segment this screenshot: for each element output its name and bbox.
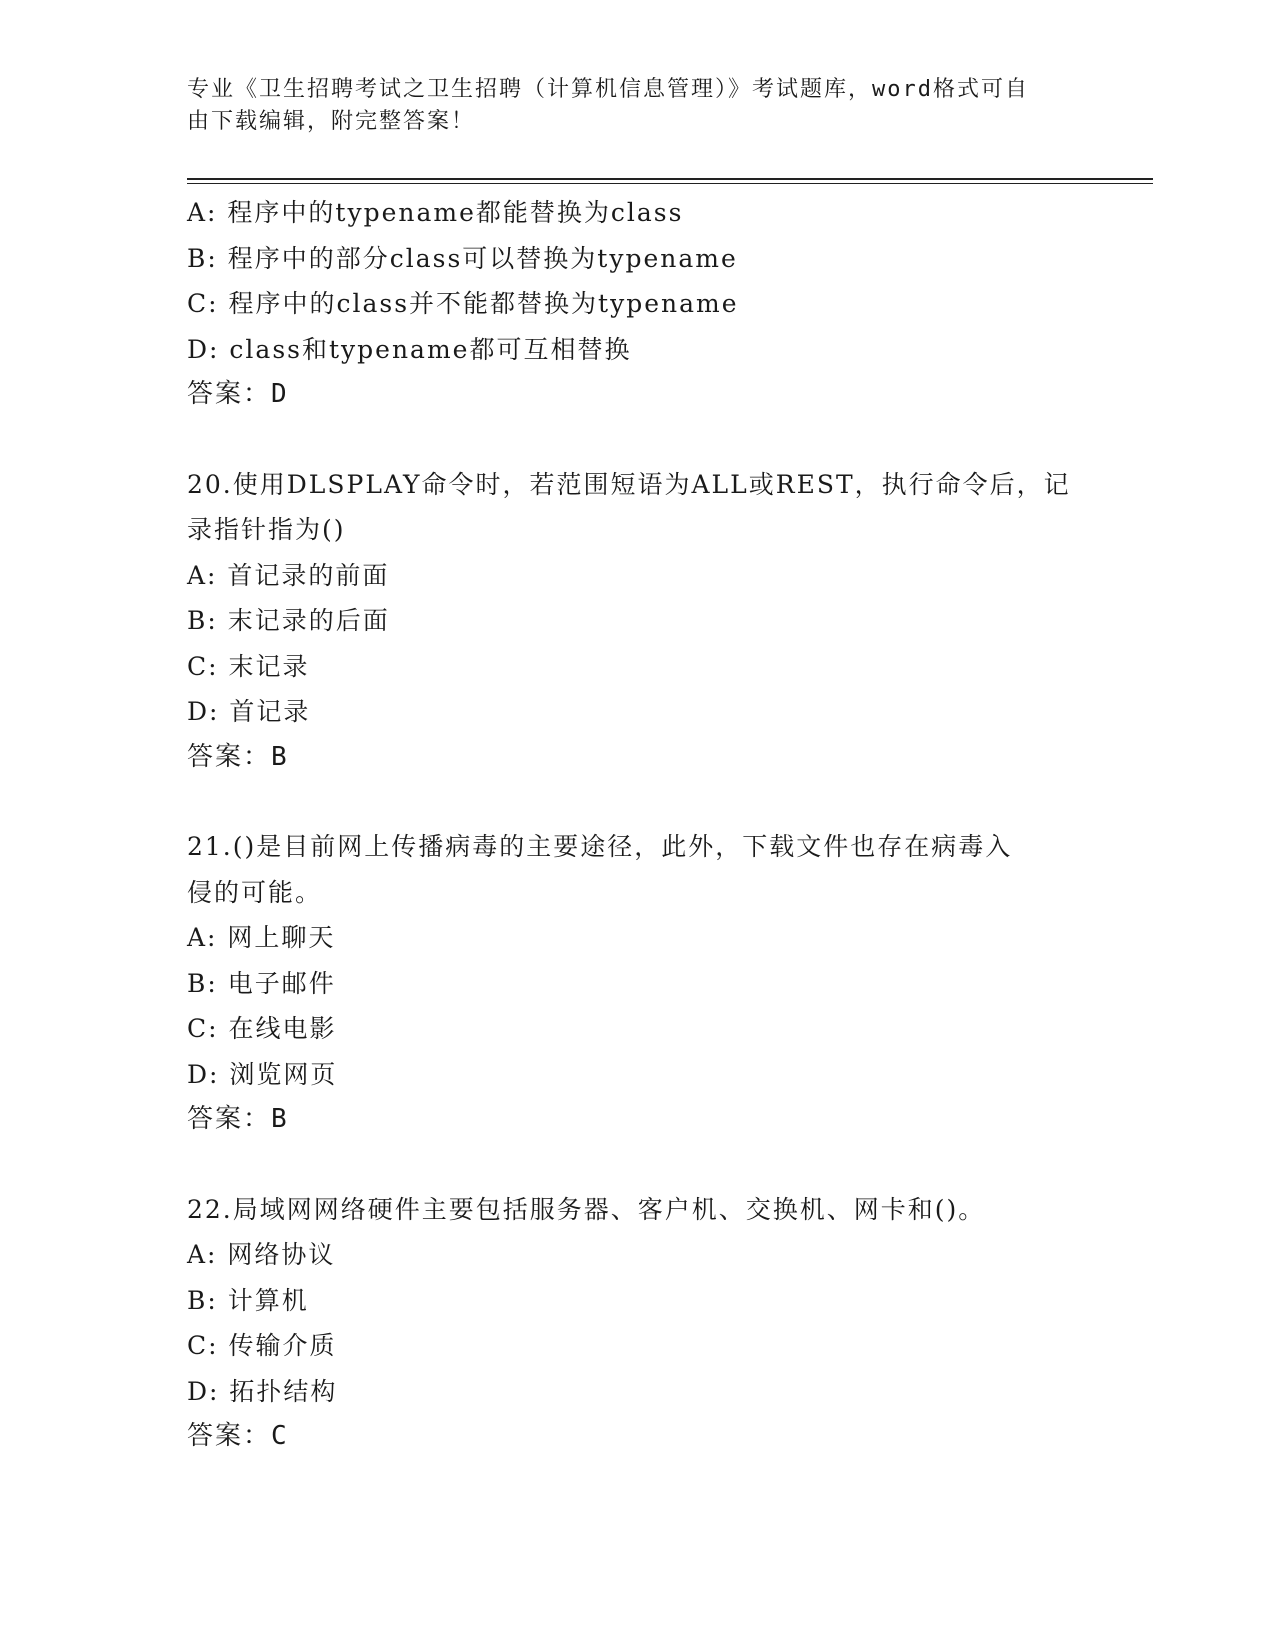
option-d: D: 首记录 [187, 697, 311, 726]
option-c: C: 末记录 [187, 651, 310, 681]
header-line-2: 由下载编辑，附完整答案！ [187, 109, 476, 134]
option-b: B: 末记录的后面 [187, 606, 390, 635]
option-c: C: 传输介质 [187, 1331, 337, 1360]
answer-label: 答案：D [187, 379, 289, 409]
header-divider [187, 178, 1153, 184]
question-text-line-1: 20.使用DLSPLAY命令时，若范围短语为ALL或REST，执行命令后，记 [187, 469, 1071, 499]
answer-label: 答案：B [187, 741, 289, 772]
option-c: C: 程序中的class并不能都替换为typename [187, 289, 739, 318]
question-20 [187, 462, 1087, 781]
question-21 [187, 824, 1087, 1143]
page-header [187, 74, 1067, 138]
option-a: A: 网络协议 [187, 1240, 336, 1269]
option-b: B: 计算机 [187, 1285, 309, 1315]
option-d: D: 浏览网页 [187, 1059, 338, 1089]
question-text-line-1: 22.局域网网络硬件主要包括服务器、客户机、交换机、网卡和()。 [187, 1194, 986, 1224]
option-b: B: 程序中的部分class可以替换为typename [187, 243, 738, 273]
option-a: A: 网上聊天 [187, 923, 336, 952]
question-22 [187, 1187, 1087, 1460]
question-19-options [187, 190, 1087, 418]
option-d: D: 拓扑结构 [187, 1376, 338, 1406]
question-text-line-2: 侵的可能。 [187, 877, 323, 907]
question-text-line-2: 录指针指为() [187, 515, 346, 544]
spacer [187, 780, 1087, 824]
option-c: C: 在线电影 [187, 1014, 337, 1043]
question-text-line-1: 21.()是目前网上传播病毒的主要途径，此外，下载文件也存在病毒入 [187, 832, 1013, 861]
question-list [187, 190, 1087, 1460]
spacer [187, 418, 1087, 462]
header-line-1: 专业《卫生招聘考试之卫生招聘（计算机信息管理）》考试题库，word格式可自 [187, 77, 1029, 102]
answer-label: 答案：B [187, 1104, 289, 1134]
option-a: A: 程序中的typename都能替换为class [187, 198, 684, 227]
option-a: A: 首记录的前面 [187, 560, 390, 590]
option-b: B: 电子邮件 [187, 968, 336, 998]
spacer [187, 1143, 1087, 1187]
answer-label: 答案：C [187, 1421, 289, 1451]
option-d: D: class和typename都可互相替换 [187, 334, 632, 364]
